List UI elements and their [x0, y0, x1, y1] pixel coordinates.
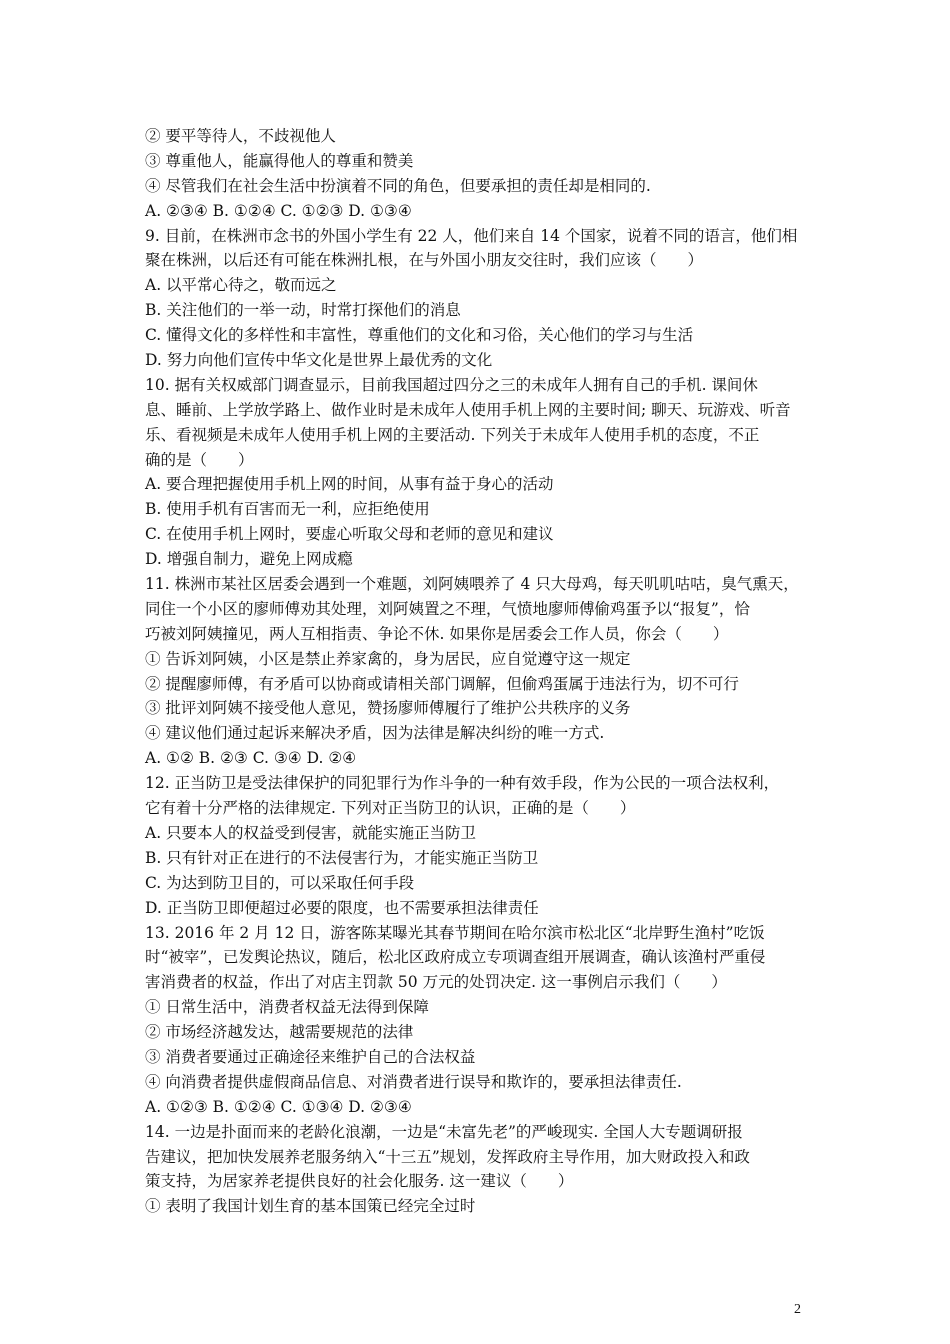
text-line: C. 在使用手机上网时，要虚心听取父母和老师的意见和建议 — [145, 525, 554, 544]
text-line: 同住一个小区的廖师傅劝其处理，刘阿姨置之不理，气愤地廖师傅偷鸡蛋予以“报复”，恰 — [145, 599, 750, 618]
text-line: 它有着十分严格的法律规定. 下列对正当防卫的认识，正确的是（ ） — [145, 799, 636, 818]
text-line: 9. 目前，在株洲市念书的外国小学生有 22 人，他们来自 14 个国家，说着不同的语言，他们相 — [145, 226, 798, 245]
text-line: 确的是（ ） — [145, 450, 254, 469]
text-line: 12. 正当防卫是受法律保护的同犯罪行为作斗争的一种有效手段，作为公民的一项合法权利， — [145, 774, 780, 793]
text-line: D. 增强自制力，避免上网成瘾 — [145, 550, 353, 569]
text-line: 10. 据有关权威部门调查显示，目前我国超过四分之三的未成年人拥有自己的手机. 课间休 — [145, 375, 758, 394]
text-line: ② 提醒廖师傅，有矛盾可以协商或请相关部门调解，但偷鸡蛋属于违法行为，切不可行 — [145, 674, 739, 693]
text-line: 时“被宰”，已发舆论热议，随后，松北区政府成立专项调查组开展调查，确认该渔村严重侵 — [145, 948, 766, 967]
text-line: ① 日常生活中，消费者权益无法得到保障 — [145, 998, 429, 1017]
text-line: 息、睡前、上学放学路上、做作业时是未成年人使用手机上网的主要时间; 聊天、玩游戏、听音 — [145, 400, 791, 419]
text-line: 13. 2016 年 2 月 12 日，游客陈某曝光其春节期间在哈尔滨市松北区“北岸野生渔村”吃饭 — [145, 923, 765, 942]
text-line: B. 只有针对正在进行的不法侵害行为，才能实施正当防卫 — [145, 848, 539, 867]
text-line: C. 为达到防卫目的，可以采取任何手段 — [145, 873, 415, 892]
text-line: ③ 批评刘阿姨不接受他人意见，赞扬廖师傅履行了维护公共秩序的义务 — [145, 699, 631, 718]
text-line: 策支持，为居家养老提供良好的社会化服务. 这一建议（ ） — [145, 1172, 574, 1191]
text-line: ① 告诉刘阿姨，小区是禁止养家禽的，身为居民，应自觉遵守这一规定 — [145, 649, 631, 668]
page-number: 2 — [794, 1302, 801, 1317]
text-line: A. ①②③ B. ①②④ C. ①③④ D. ②③④ — [145, 1097, 412, 1116]
text-line: A. 要合理把握使用手机上网的时间，从事有益于身心的活动 — [145, 475, 554, 494]
text-line: 巧被刘阿姨撞见，两人互相指责、争论不休. 如果你是居委会工作人员，你会（ ） — [145, 624, 729, 643]
text-line: ④ 建议他们通过起诉来解决矛盾，因为法律是解决纠纷的唯一方式. — [145, 724, 605, 743]
text-line: ① 表明了我国计划生育的基本国策已经完全过时 — [145, 1197, 476, 1216]
text-line: ③ 尊重他人，能赢得他人的尊重和赞美 — [145, 151, 414, 170]
text-line: 乐、看视频是未成年人使用手机上网的主要活动. 下列关于未成年人使用手机的态度，不正 — [145, 425, 760, 444]
text-line: 聚在株洲，以后还有可能在株洲扎根，在与外国小朋友交往时，我们应该（ ） — [145, 251, 704, 270]
text-line: ② 要平等待人，不歧视他人 — [145, 127, 336, 145]
text-line: ③ 消费者要通过正确途径来维护自己的合法权益 — [145, 1047, 476, 1066]
text-line: 告建议，把加快发展养老服务纳入“十三五”规划，发挥政府主导作用，加大财政投入和政 — [145, 1147, 750, 1166]
text-line: B. 关注他们的一举一动，时常打探他们的消息 — [145, 301, 461, 320]
text-line: A. ②③④ B. ①②④ C. ①②③ D. ①③④ — [145, 201, 412, 220]
page-content — [145, 124, 805, 1219]
text-line: A. 只要本人的权益受到侵害，就能实施正当防卫 — [145, 823, 477, 842]
text-line: ④ 尽管我们在社会生活中扮演着不同的角色，但要承担的责任却是相同的. — [145, 176, 651, 195]
text-line: C. 懂得文化的多样性和丰富性，尊重他们的文化和习俗，关心他们的学习与生活 — [145, 326, 694, 345]
text-line: D. 努力向他们宣传中华文化是世界上最优秀的文化 — [145, 351, 493, 370]
text-line: A. 以平常心待之，敬而远之 — [145, 276, 337, 295]
text-line: ④ 向消费者提供虚假商品信息、对消费者进行误导和欺诈的，要承担法律责任. — [145, 1072, 682, 1091]
text-line: 11. 株洲市某社区居委会遇到一个难题，刘阿姨喂养了 4 只大母鸡，每天叽叽咕咕，臭气熏天， — [145, 575, 799, 594]
text-line: B. 使用手机有百害而无一利，应拒绝使用 — [145, 500, 430, 519]
text-line: ② 市场经济越发达，越需要规范的法律 — [145, 1023, 414, 1042]
text-line: 14. 一边是扑面而来的老龄化浪潮，一边是“未富先老”的严峻现实. 全国人大专题调研报 — [145, 1122, 743, 1141]
text-line: D. 正当防卫即便超过必要的限度，也不需要承担法律责任 — [145, 898, 539, 917]
text-line: A. ①② B. ②③ C. ③④ D. ②④ — [145, 749, 357, 768]
text-line: 害消费者的权益，作出了对店主罚款 50 万元的处罚决定. 这一事例启示我们（ ） — [145, 973, 727, 992]
